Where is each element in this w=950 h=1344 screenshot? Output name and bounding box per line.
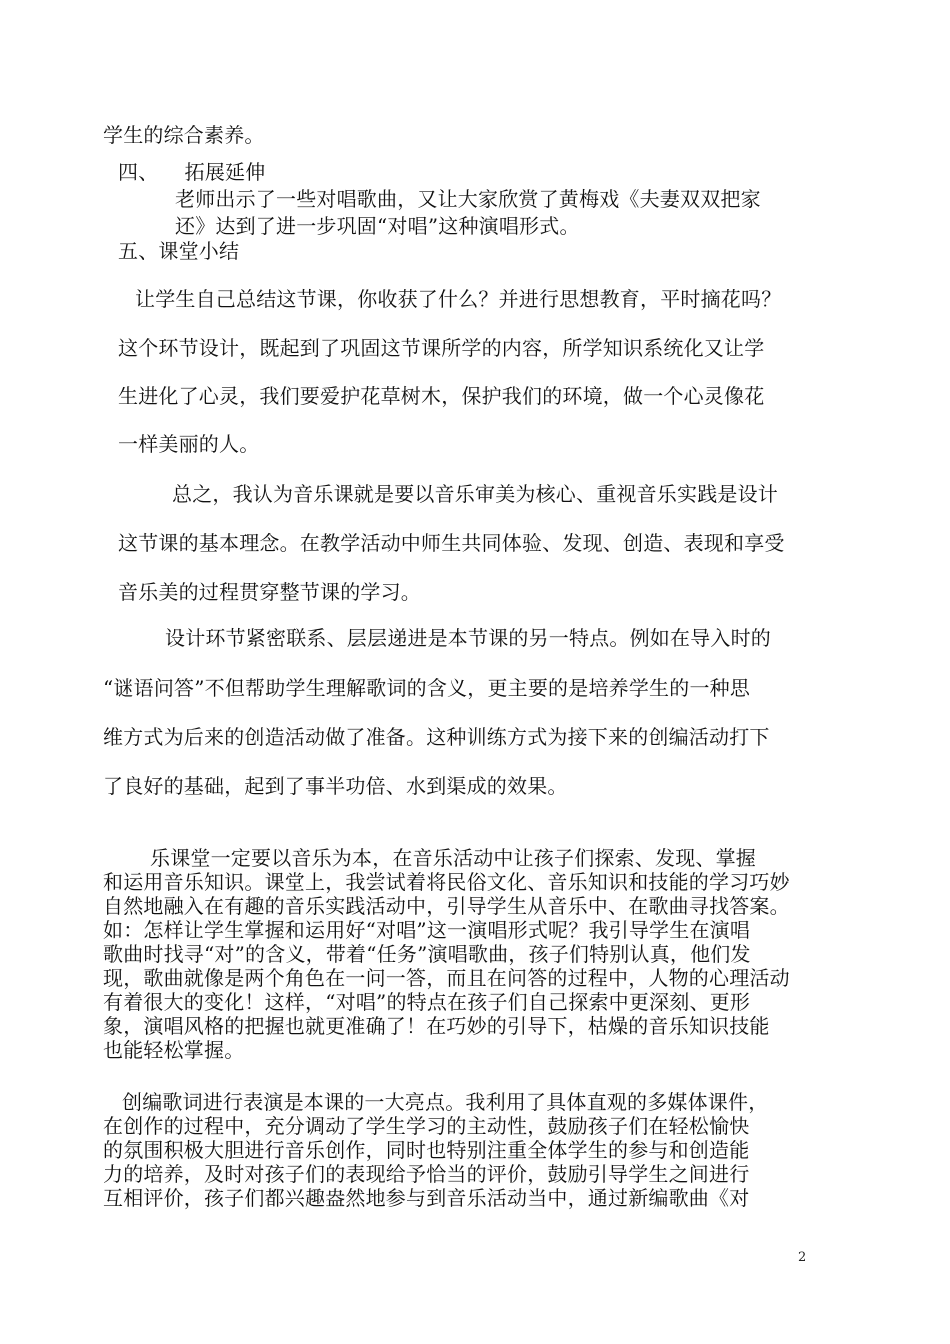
text-line: 歌曲时找寻“对”的含义，带着“任务”演唱歌曲，孩子们特别认真，他们发 xyxy=(103,942,751,966)
section-heading-extension: 四、 拓展延伸 xyxy=(118,160,266,184)
text-line: 这节课的基本理念。在教学活动中师生共同体验、发现、创造、表现和享受 xyxy=(118,531,785,555)
text-line: 总之，我认为音乐课就是要以音乐审美为核心、重视音乐实践是设计 xyxy=(172,482,778,506)
text-line: 生进化了心灵，我们要爱护花草树木，保护我们的环境，做一个心灵像花 xyxy=(118,384,765,408)
text-line: 自然地融入在有趣的音乐实践活动中，引导学生从音乐中、在歌曲寻找答案。 xyxy=(103,894,790,918)
text-line: 如：怎样让学生掌握和运用好“对唱”这一演唱形式呢？我引导学生在演唱 xyxy=(103,918,751,942)
text-line: 还》达到了进一步巩固“对唱”这种演唱形式。 xyxy=(175,214,580,238)
text-line: 音乐美的过程贯穿整节课的学习。 xyxy=(118,580,421,604)
text-line: 的氛围积极大胆进行音乐创作，同时也特别注重全体学生的参与和创造能 xyxy=(103,1138,750,1162)
text-line: 这个环节设计，既起到了巩固这节课所学的内容，所学知识系统化又让学 xyxy=(118,336,765,360)
text-line: 在创作的过程中，充分调动了学生学习的主动性，鼓励孩子们在轻松愉快 xyxy=(103,1114,750,1138)
text-line: 创编歌词进行表演是本课的一大亮点。我利用了具体直观的多媒体课件， xyxy=(122,1090,769,1114)
text-line: 维方式为后来的创造活动做了准备。这种训练方式为接下来的创编活动打下 xyxy=(103,725,770,749)
text-line: 设计环节紧密联系、层层递进是本节课的另一特点。例如在导入时的 xyxy=(165,626,771,650)
text-line: 有着很大的变化！这样，“对唱”的特点在孩子们自己探索中更深刻、更形 xyxy=(103,990,751,1014)
text-line: 现，歌曲就像是两个角色在一问一答，而且在问答的过程中，人物的心理活动 xyxy=(103,966,790,990)
text-line: 一样美丽的人。 xyxy=(118,432,260,456)
text-line: 和运用音乐知识。课堂上，我尝试着将民俗文化、音乐知识和技能的学习巧妙 xyxy=(103,870,790,894)
text-line: 也能轻松掌握。 xyxy=(103,1038,245,1062)
text-line: 乐课堂一定要以音乐为本，在音乐活动中让孩子们探索、发现、掌握 xyxy=(150,846,756,870)
text-line: “谜语问答”不但帮助学生理解歌词的含义，更主要的是培养学生的一种思 xyxy=(103,676,751,700)
text-line: 象，演唱风格的把握也就更准确了！在巧妙的引导下，枯燥的音乐知识技能 xyxy=(103,1014,770,1038)
text-line: 让学生自己总结这节课，你收获了什么？并进行思想教育，平时摘花吗？ xyxy=(135,287,782,311)
text-line: 力的培养，及时对孩子们的表现给予恰当的评价，鼓励引导学生之间进行 xyxy=(103,1162,750,1186)
text-line: 学生的综合素养。 xyxy=(103,123,265,147)
text-line: 互相评价，孩子们都兴趣盎然地参与到音乐活动当中，通过新编歌曲《对 xyxy=(103,1186,750,1210)
text-line: 老师出示了一些对唱歌曲，又让大家欣赏了黄梅戏《夫妻双双把家 xyxy=(175,187,761,211)
section-heading-summary: 五、课堂小结 xyxy=(118,239,240,263)
text-line: 了良好的基础，起到了事半功倍、水到渠成的效果。 xyxy=(103,774,568,798)
page-number: 2 xyxy=(798,1250,807,1265)
